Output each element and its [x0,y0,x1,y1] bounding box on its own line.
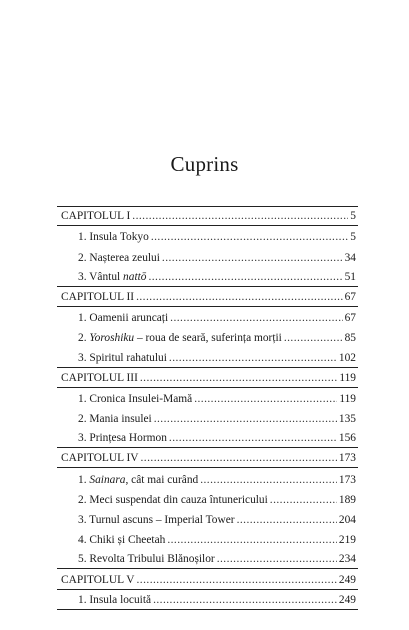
toc-leader-dots [270,494,337,507]
toc-section-row [57,226,358,246]
toc-section-row [57,307,358,327]
toc-page-number: 51 [344,270,356,283]
toc-page-number: 156 [338,432,356,445]
toc-entry-label: CAPITOLUL IV [61,452,139,465]
toc-section-row [57,347,358,367]
toc-section-row [57,388,358,408]
toc-leader-dots [154,413,337,426]
toc-section-row [57,408,358,428]
toc-page-number: 119 [339,371,356,384]
toc-leader-dots [132,210,348,223]
toc-entry-label: 1. Oamenii aruncați [78,312,169,325]
toc-page-number: 204 [338,514,356,526]
toc-entry-label [78,474,198,487]
toc-leader-dots [140,372,337,385]
toc-leader-dots [136,291,343,304]
toc-entry-label-prefix: 3. Vântul [78,270,124,283]
toc-entry-label: 1. Insula locuită [78,593,152,606]
toc-leader-dots [137,574,337,587]
page-title: Cuprins [170,152,239,176]
toc-page-number: 249 [338,593,356,606]
toc-section-row [57,428,358,448]
toc-entry-label: 5. Revolta Tribului Blănoșilor [78,553,215,566]
toc-section-row [57,468,358,488]
toc-leader-dots [200,474,337,487]
toc-chapter-row [57,368,358,388]
toc-entry-label: CAPITOLUL II [61,290,135,303]
toc-entry-label-italic: nattō [123,270,147,283]
toc-leader-dots [148,271,342,284]
toc-entry-label-italic: Yoroshiku [89,332,135,345]
toc-leader-dots [162,252,343,265]
toc-leader-dots [237,514,337,527]
toc-leader-dots [284,332,343,345]
toc-page-number: 173 [338,473,356,486]
toc-section-row [57,489,358,509]
table-of-contents [57,206,358,610]
toc-page-number: 135 [338,413,356,426]
toc-leader-dots [153,594,337,607]
toc-page-number: 5 [350,210,356,223]
toc-leader-dots [169,352,337,365]
toc-section-row [57,549,358,569]
toc-page-number: 67 [344,290,356,303]
toc-page-number: 219 [338,534,356,547]
toc-entry-label: 3. Turnul ascuns – Imperial Tower [78,514,235,526]
toc-leader-dots [167,534,337,547]
toc-leader-dots [141,452,337,465]
toc-entry-label-suffix: – roua de seară, suferința morții [134,332,282,345]
toc-leader-dots [151,231,348,244]
toc-entry-label: 3. Prințesa Hormon [78,432,167,445]
toc-page-number: 85 [344,332,356,345]
toc-page-number: 249 [338,573,356,586]
toc-chapter-row [57,448,358,468]
toc-entry-label: 2. Meci suspendat din cauza întunericului [78,493,268,506]
toc-entry-label: CAPITOLUL I [61,210,131,223]
toc-entry-label: 1. Cronica Insulei-Mamă [78,392,193,405]
toc-section-row [57,590,358,610]
toc-entry-label: 2. Nașterea zeului [78,251,160,264]
toc-page-number: 119 [339,392,356,405]
toc-chapter-row [57,206,358,226]
toc-section-row [57,267,358,287]
toc-section-row [57,246,358,266]
toc-entry-label-prefix: 1. [78,473,90,486]
toc-entry-label-prefix: 2. [78,332,90,345]
toc-leader-dots [170,312,342,325]
toc-page-number: 173 [338,452,356,465]
toc-entry-label: 3. Spiritul rahatului [78,351,167,364]
toc-entry-label [78,332,282,345]
toc-entry-label: 1. Insula Tokyo [78,231,149,244]
toc-entry-label: 4. Chiki și Cheetah [78,534,166,547]
toc-entry-label: 2. Mania insulei [78,413,152,426]
toc-entry-label [78,271,146,284]
toc-page-number: 34 [344,251,356,264]
toc-entry-label-suffix: , cât mai curând [125,473,199,486]
toc-section-row [57,509,358,529]
toc-page-number: 5 [350,231,356,244]
toc-section-row [57,529,358,549]
toc-page-number: 102 [338,351,356,364]
toc-entry-label: CAPITOLUL III [61,371,138,384]
toc-entry-label: CAPITOLUL V [61,573,135,586]
toc-leader-dots [169,432,337,445]
toc-page-number: 189 [338,493,356,506]
toc-leader-dots [194,393,337,406]
toc-page-number: 234 [338,553,356,566]
toc-chapter-row [57,287,358,307]
toc-page-number: 67 [344,312,356,325]
toc-chapter-row [57,569,358,589]
toc-entry-label-italic: Sainara [89,473,126,486]
toc-section-row [57,327,358,347]
toc-leader-dots [217,553,337,566]
